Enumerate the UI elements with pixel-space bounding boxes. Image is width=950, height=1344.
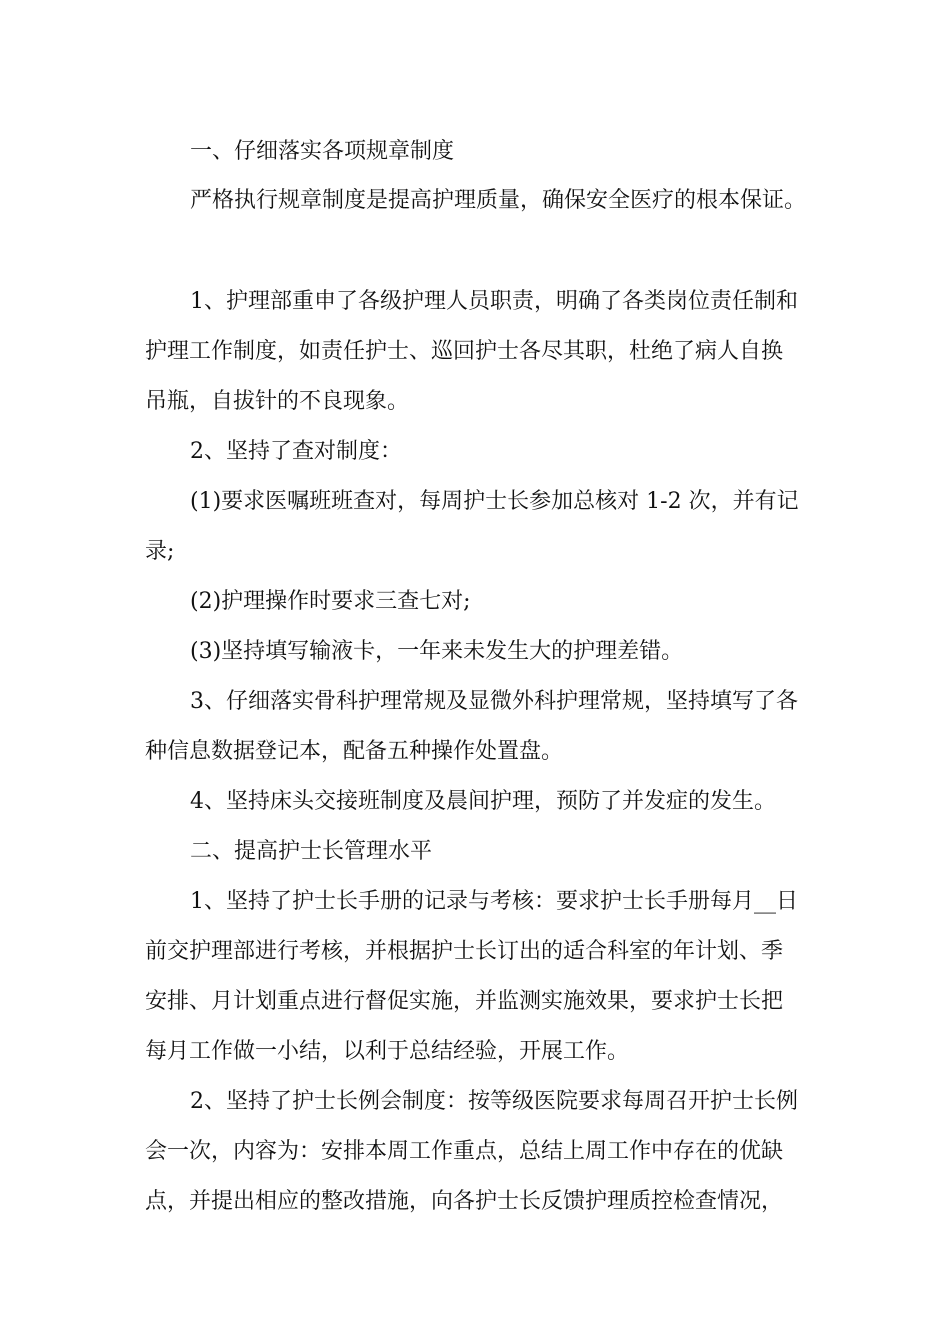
paragraph-line: (3)坚持填写输液卡，一年来未发生大的护理差错。 (190, 639, 684, 664)
paragraph-line: 吊瓶，自拔针的不良现象。 (145, 389, 410, 414)
paragraph-line: 严格执行规章制度是提高护理质量，确保安全医疗的根本保证。 (190, 188, 807, 213)
paragraph-line: 安排、月计划重点进行督促实施，并监测实施效果，要求护士长把 (145, 989, 784, 1014)
paragraph-line: 2、坚持了查对制度： (190, 439, 402, 464)
paragraph-line: 点，并提出相应的整改措施，向各护士长反馈护理质控检查情况， (145, 1189, 784, 1214)
paragraph-line: 1、护理部重申了各级护理人员职责，明确了各类岗位责任制和 (190, 289, 798, 314)
paragraph-line: 前交护理部进行考核，并根据护士长订出的适合科室的年计划、季 (145, 939, 784, 964)
section-heading-2: 二、提高护士长管理水平 (190, 839, 433, 864)
paragraph-line: 3、仔细落实骨科护理常规及显微外科护理常规，坚持填写了各 (190, 689, 798, 714)
paragraph-line: 护理工作制度，如责任护士、巡回护士各尽其职，杜绝了病人自换 (145, 339, 784, 364)
paragraph-line: 1、坚持了护士长手册的记录与考核：要求护士长手册每月__日 (190, 889, 798, 914)
paragraph-line: (1)要求医嘱班班查对，每周护士长参加总核对 1-2 次，并有记 (190, 489, 799, 514)
paragraph-line: (2)护理操作时要求三查七对; (190, 589, 471, 614)
paragraph-line: 每月工作做一小结，以利于总结经验，开展工作。 (145, 1039, 630, 1064)
paragraph-line: 2、坚持了护士长例会制度：按等级医院要求每周召开护士长例 (190, 1089, 798, 1114)
paragraph-line: 4、坚持床头交接班制度及晨间护理，预防了并发症的发生。 (190, 789, 776, 814)
section-heading-1: 一、仔细落实各项规章制度 (190, 139, 455, 164)
paragraph-line: 录; (145, 539, 175, 564)
paragraph-line: 种信息数据登记本，配备五种操作处置盘。 (145, 739, 564, 764)
paragraph-line: 会一次，内容为：安排本周工作重点，总结上周工作中存在的优缺 (145, 1139, 784, 1164)
